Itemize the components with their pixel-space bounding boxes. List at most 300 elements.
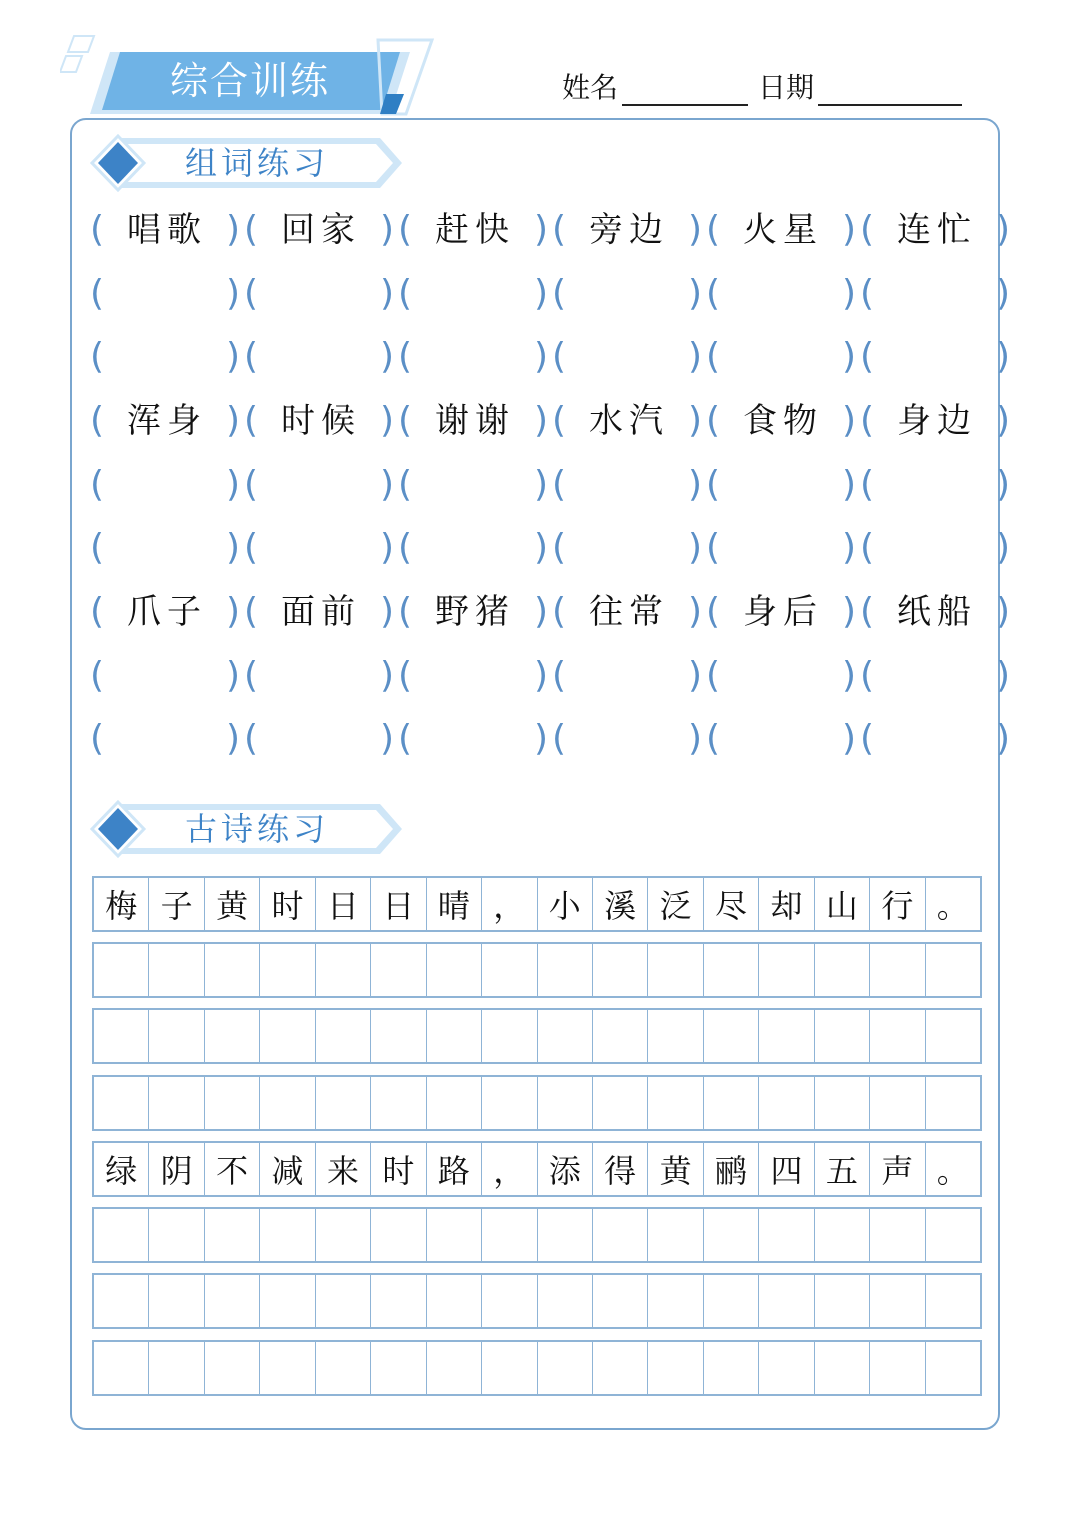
- close-paren: ): [533, 654, 548, 696]
- blank-word-cell[interactable]: [400, 460, 550, 510]
- poem-char-cell: 阴: [149, 1143, 204, 1195]
- blank-word-cell[interactable]: [554, 651, 704, 701]
- writing-cell[interactable]: [316, 1010, 371, 1062]
- blank-word-cell[interactable]: [400, 332, 550, 382]
- writing-cell[interactable]: [371, 944, 426, 996]
- word-cell: [400, 396, 550, 446]
- poem-char-cell: 黄: [205, 878, 260, 930]
- open-paren: (: [398, 591, 413, 632]
- writing-cell[interactable]: [427, 1010, 482, 1062]
- blank-word-cell[interactable]: [246, 332, 396, 382]
- writing-cell[interactable]: [316, 1275, 371, 1327]
- blank-word-cell[interactable]: [862, 460, 1012, 510]
- poem-char-cell: ，: [482, 878, 537, 930]
- word-text: 时候: [281, 401, 361, 441]
- word-text: 野猪: [435, 592, 515, 632]
- writing-cell[interactable]: [427, 1209, 482, 1261]
- blank-word-cell[interactable]: [554, 714, 704, 764]
- writing-cell[interactable]: [815, 944, 870, 996]
- poem-char-cell: 却: [759, 878, 814, 930]
- word-text: 浑身: [127, 401, 207, 441]
- close-paren: ): [379, 272, 394, 314]
- poem-char-cell: 日: [316, 878, 371, 930]
- word-cell: [708, 396, 858, 446]
- word-text: 纸船: [897, 592, 977, 632]
- poem-char-cell: 添: [538, 1143, 593, 1195]
- writing-cell[interactable]: [205, 1209, 260, 1261]
- close-paren: ): [379, 654, 394, 696]
- word-text: 爪子: [127, 592, 207, 632]
- poem-char-cell: 路: [427, 1143, 482, 1195]
- writing-cell[interactable]: [316, 1077, 371, 1129]
- close-paren: ): [379, 527, 394, 568]
- writing-cell[interactable]: [482, 1275, 537, 1327]
- writing-cell[interactable]: [759, 1077, 814, 1129]
- close-paren: ): [225, 591, 240, 632]
- close-paren: ): [379, 463, 394, 505]
- writing-cell[interactable]: [815, 1275, 870, 1327]
- writing-cell[interactable]: [427, 944, 482, 996]
- open-paren: (: [706, 336, 721, 377]
- writing-cell[interactable]: [870, 1209, 925, 1261]
- close-paren: ): [533, 400, 548, 441]
- writing-cell[interactable]: [704, 1275, 759, 1327]
- writing-cell[interactable]: [316, 944, 371, 996]
- close-paren: ): [995, 209, 1010, 250]
- writing-cell[interactable]: [704, 1209, 759, 1261]
- close-paren: ): [995, 272, 1010, 314]
- word-cell: [862, 587, 1012, 637]
- open-paren: (: [398, 209, 413, 250]
- word-cell: [92, 587, 242, 637]
- blank-word-cell[interactable]: [400, 714, 550, 764]
- poem-char-cell: 四: [759, 1143, 814, 1195]
- writing-cell[interactable]: [759, 1010, 814, 1062]
- close-paren: ): [841, 527, 856, 568]
- word-text: 旁边: [589, 210, 669, 250]
- writing-cell[interactable]: [926, 1010, 980, 1062]
- writing-cell[interactable]: [205, 1275, 260, 1327]
- writing-cell[interactable]: [870, 1010, 925, 1062]
- close-paren: ): [687, 654, 702, 696]
- writing-cell[interactable]: [371, 1077, 426, 1129]
- close-paren: ): [995, 400, 1010, 441]
- writing-cell[interactable]: [926, 1209, 980, 1261]
- open-paren: (: [244, 591, 259, 632]
- writing-cell[interactable]: [870, 944, 925, 996]
- writing-cell[interactable]: [593, 944, 648, 996]
- writing-cell[interactable]: [149, 1077, 204, 1129]
- date-label: 日期: [758, 71, 815, 104]
- poem-char-cell: 日: [371, 878, 426, 930]
- writing-cell[interactable]: [704, 1342, 759, 1394]
- blank-word-cell[interactable]: [862, 523, 1012, 573]
- poem-char-cell: 泛: [648, 878, 703, 930]
- writing-cell[interactable]: [926, 1342, 980, 1394]
- close-paren: ): [995, 591, 1010, 632]
- word-cell: [400, 205, 550, 255]
- word-cell: [400, 587, 550, 637]
- open-paren: (: [552, 400, 567, 441]
- writing-cell[interactable]: [593, 1209, 648, 1261]
- writing-cell[interactable]: [94, 1209, 149, 1261]
- close-paren: ): [687, 336, 702, 377]
- close-paren: ): [687, 527, 702, 568]
- name-field[interactable]: [562, 66, 748, 106]
- open-paren: (: [244, 272, 259, 314]
- close-paren: ): [841, 718, 856, 759]
- close-paren: ): [533, 336, 548, 377]
- close-paren: ): [687, 209, 702, 250]
- word-cell: [708, 205, 858, 255]
- word-text: 往常: [589, 592, 669, 632]
- open-paren: (: [860, 400, 875, 441]
- name-input-line[interactable]: [622, 74, 748, 106]
- open-paren: (: [244, 209, 259, 250]
- word-text: 赶快: [435, 210, 515, 250]
- section-title: 古诗练习: [184, 810, 329, 848]
- open-paren: (: [90, 400, 105, 441]
- blank-word-cell[interactable]: [246, 651, 396, 701]
- writing-cell[interactable]: [870, 1077, 925, 1129]
- writing-cell[interactable]: [538, 1010, 593, 1062]
- writing-cell[interactable]: [260, 1209, 315, 1261]
- close-paren: ): [533, 209, 548, 250]
- open-paren: (: [90, 527, 105, 568]
- open-paren: (: [552, 336, 567, 377]
- writing-cell[interactable]: [648, 944, 703, 996]
- poem-char-cell: 黄: [648, 1143, 703, 1195]
- open-paren: (: [90, 718, 105, 759]
- open-paren: (: [244, 400, 259, 441]
- word-text: 水汽: [589, 401, 669, 441]
- date-field[interactable]: [758, 66, 962, 106]
- poem-char-cell: 鹂: [704, 1143, 759, 1195]
- writing-cell[interactable]: [648, 1209, 703, 1261]
- close-paren: ): [533, 527, 548, 568]
- open-paren: (: [860, 209, 875, 250]
- close-paren: ): [225, 654, 240, 696]
- open-paren: (: [398, 336, 413, 377]
- word-text: 回家: [281, 210, 361, 250]
- writing-cell[interactable]: [926, 1275, 980, 1327]
- blank-word-cell[interactable]: [92, 269, 242, 319]
- writing-cell[interactable]: [815, 1209, 870, 1261]
- writing-cell[interactable]: [538, 1275, 593, 1327]
- open-paren: (: [552, 654, 567, 696]
- close-paren: ): [687, 272, 702, 314]
- open-paren: (: [244, 718, 259, 759]
- writing-cell[interactable]: [94, 1275, 149, 1327]
- writing-cell[interactable]: [926, 944, 980, 996]
- close-paren: ): [841, 209, 856, 250]
- poem-char-cell: 五: [815, 1143, 870, 1195]
- close-paren: ): [225, 336, 240, 377]
- poem-char-cell: 山: [815, 878, 870, 930]
- writing-cell[interactable]: [593, 1342, 648, 1394]
- close-paren: ): [687, 718, 702, 759]
- poem-char-cell: 尽: [704, 878, 759, 930]
- close-paren: ): [841, 400, 856, 441]
- writing-cell[interactable]: [149, 1209, 204, 1261]
- writing-cell[interactable]: [205, 1077, 260, 1129]
- writing-cell[interactable]: [648, 1010, 703, 1062]
- open-paren: (: [706, 400, 721, 441]
- poem-char-cell: 来: [316, 1143, 371, 1195]
- blank-grid-row: [92, 1008, 982, 1064]
- open-paren: (: [706, 718, 721, 759]
- word-text: 唱歌: [127, 210, 207, 250]
- writing-cell[interactable]: [648, 1275, 703, 1327]
- writing-cell[interactable]: [759, 1342, 814, 1394]
- writing-cell[interactable]: [538, 1209, 593, 1261]
- writing-cell[interactable]: [149, 1342, 204, 1394]
- blank-word-cell[interactable]: [246, 523, 396, 573]
- writing-cell[interactable]: [815, 1077, 870, 1129]
- writing-cell[interactable]: [94, 1342, 149, 1394]
- word-text: 面前: [281, 592, 361, 632]
- writing-cell[interactable]: [482, 944, 537, 996]
- close-paren: ): [687, 591, 702, 632]
- writing-cell[interactable]: [593, 1275, 648, 1327]
- writing-cell[interactable]: [316, 1342, 371, 1394]
- blank-grid-row: [92, 1207, 982, 1263]
- word-practice-header: [90, 134, 404, 192]
- blank-grid-row: [92, 1340, 982, 1396]
- writing-cell[interactable]: [260, 1077, 315, 1129]
- writing-cell[interactable]: [149, 1010, 204, 1062]
- blank-word-cell[interactable]: [862, 714, 1012, 764]
- blank-word-cell[interactable]: [92, 460, 242, 510]
- writing-cell[interactable]: [427, 1275, 482, 1327]
- writing-cell[interactable]: [870, 1342, 925, 1394]
- close-paren: ): [995, 336, 1010, 377]
- word-cell: [92, 396, 242, 446]
- section-title: 组词练习: [184, 144, 329, 182]
- poem-char-cell: 时: [371, 1143, 426, 1195]
- close-paren: ): [225, 272, 240, 314]
- writing-cell[interactable]: [815, 1010, 870, 1062]
- open-paren: (: [552, 209, 567, 250]
- writing-cell[interactable]: [371, 1342, 426, 1394]
- close-paren: ): [379, 400, 394, 441]
- word-text: 身后: [743, 592, 823, 632]
- blank-grid-row: [92, 1273, 982, 1329]
- blank-word-cell[interactable]: [862, 332, 1012, 382]
- close-paren: ): [841, 463, 856, 505]
- open-paren: (: [90, 654, 105, 696]
- blank-word-cell[interactable]: [862, 651, 1012, 701]
- writing-cell[interactable]: [759, 944, 814, 996]
- close-paren: ): [533, 591, 548, 632]
- open-paren: (: [860, 527, 875, 568]
- close-paren: ): [841, 336, 856, 377]
- page-title: 综合训练: [169, 59, 330, 103]
- open-paren: (: [706, 591, 721, 632]
- writing-cell[interactable]: [94, 1010, 149, 1062]
- writing-cell[interactable]: [538, 944, 593, 996]
- open-paren: (: [860, 272, 875, 314]
- close-paren: ): [225, 527, 240, 568]
- writing-cell[interactable]: [926, 1077, 980, 1129]
- open-paren: (: [244, 654, 259, 696]
- poem-char-cell: 晴: [427, 878, 482, 930]
- word-cell: [92, 205, 242, 255]
- writing-cell[interactable]: [260, 944, 315, 996]
- open-paren: (: [244, 336, 259, 377]
- blank-word-cell[interactable]: [92, 714, 242, 764]
- writing-cell[interactable]: [94, 944, 149, 996]
- word-cell: [862, 396, 1012, 446]
- blank-word-cell[interactable]: [246, 460, 396, 510]
- open-paren: (: [552, 591, 567, 632]
- poem-char-cell: 子: [149, 878, 204, 930]
- open-paren: (: [244, 527, 259, 568]
- writing-cell[interactable]: [648, 1077, 703, 1129]
- poem-line-row: [92, 876, 982, 932]
- open-paren: (: [860, 718, 875, 759]
- blank-word-cell[interactable]: [92, 523, 242, 573]
- word-text: 身边: [897, 401, 977, 441]
- open-paren: (: [398, 527, 413, 568]
- poem-practice-header: [90, 800, 404, 858]
- poem-char-cell: 不: [205, 1143, 260, 1195]
- writing-cell[interactable]: [759, 1209, 814, 1261]
- open-paren: (: [706, 209, 721, 250]
- writing-cell[interactable]: [205, 1010, 260, 1062]
- writing-cell[interactable]: [371, 1275, 426, 1327]
- writing-cell[interactable]: [260, 1010, 315, 1062]
- word-text: 火星: [743, 210, 823, 250]
- word-cell: [246, 396, 396, 446]
- open-paren: (: [398, 400, 413, 441]
- blank-word-cell[interactable]: [708, 714, 858, 764]
- open-paren: (: [90, 591, 105, 632]
- writing-cell[interactable]: [149, 944, 204, 996]
- blank-word-cell[interactable]: [400, 651, 550, 701]
- poem-char-cell: 小: [538, 878, 593, 930]
- blank-word-cell[interactable]: [862, 269, 1012, 319]
- close-paren: ): [225, 400, 240, 441]
- writing-cell[interactable]: [149, 1275, 204, 1327]
- open-paren: (: [552, 718, 567, 759]
- writing-cell[interactable]: [482, 1077, 537, 1129]
- writing-cell[interactable]: [815, 1342, 870, 1394]
- open-paren: (: [398, 463, 413, 505]
- poem-char-cell: 梅: [94, 878, 149, 930]
- open-paren: (: [706, 272, 721, 314]
- blank-word-cell[interactable]: [246, 714, 396, 764]
- word-cell: [246, 587, 396, 637]
- writing-cell[interactable]: [704, 1077, 759, 1129]
- word-cell: [554, 396, 704, 446]
- word-cell: [554, 587, 704, 637]
- writing-cell[interactable]: [371, 1010, 426, 1062]
- close-paren: ): [995, 463, 1010, 505]
- writing-cell[interactable]: [648, 1342, 703, 1394]
- name-label: 姓名: [562, 71, 619, 104]
- writing-cell[interactable]: [704, 944, 759, 996]
- close-paren: ): [379, 209, 394, 250]
- writing-cell[interactable]: [427, 1342, 482, 1394]
- blank-word-cell[interactable]: [554, 332, 704, 382]
- writing-cell[interactable]: [205, 1342, 260, 1394]
- writing-cell[interactable]: [593, 1010, 648, 1062]
- blank-word-cell[interactable]: [400, 269, 550, 319]
- blank-word-cell[interactable]: [708, 269, 858, 319]
- poem-char-cell: 。: [936, 887, 969, 925]
- close-paren: ): [225, 463, 240, 505]
- date-input-line[interactable]: [818, 74, 962, 106]
- poem-char-cell: 行: [870, 878, 925, 930]
- writing-cell[interactable]: [316, 1209, 371, 1261]
- open-paren: (: [706, 463, 721, 505]
- word-text: 连忙: [897, 210, 977, 250]
- word-cell: [246, 205, 396, 255]
- close-paren: ): [995, 718, 1010, 759]
- blank-word-cell[interactable]: [554, 523, 704, 573]
- blank-word-cell[interactable]: [554, 269, 704, 319]
- open-paren: (: [90, 463, 105, 505]
- word-text: 谢谢: [435, 401, 515, 441]
- open-paren: (: [860, 591, 875, 632]
- blank-word-cell[interactable]: [400, 523, 550, 573]
- blank-word-cell[interactable]: [554, 460, 704, 510]
- blank-word-cell[interactable]: [708, 523, 858, 573]
- writing-cell[interactable]: [870, 1275, 925, 1327]
- writing-cell[interactable]: [538, 1342, 593, 1394]
- close-paren: ): [533, 272, 548, 314]
- open-paren: (: [552, 527, 567, 568]
- writing-cell[interactable]: [94, 1077, 149, 1129]
- writing-cell[interactable]: [482, 1209, 537, 1261]
- writing-cell[interactable]: [427, 1077, 482, 1129]
- writing-cell[interactable]: [482, 1342, 537, 1394]
- close-paren: ): [379, 718, 394, 759]
- poem-line-row: [92, 1141, 982, 1197]
- writing-cell[interactable]: [371, 1209, 426, 1261]
- writing-cell[interactable]: [593, 1077, 648, 1129]
- blank-grid-row: [92, 942, 982, 998]
- blank-word-cell[interactable]: [708, 332, 858, 382]
- writing-cell[interactable]: [260, 1275, 315, 1327]
- poem-char-cell: 声: [870, 1143, 925, 1195]
- writing-cell[interactable]: [704, 1010, 759, 1062]
- writing-cell[interactable]: [538, 1077, 593, 1129]
- close-paren: ): [225, 718, 240, 759]
- writing-cell[interactable]: [482, 1010, 537, 1062]
- blank-word-cell[interactable]: [92, 332, 242, 382]
- open-paren: (: [860, 654, 875, 696]
- open-paren: (: [552, 463, 567, 505]
- blank-word-cell[interactable]: [246, 269, 396, 319]
- blank-grid-row: [92, 1075, 982, 1131]
- blank-word-cell[interactable]: [92, 651, 242, 701]
- poem-char-cell: 得: [593, 1143, 648, 1195]
- blank-word-cell[interactable]: [708, 460, 858, 510]
- open-paren: (: [552, 272, 567, 314]
- blank-word-cell[interactable]: [708, 651, 858, 701]
- open-paren: (: [706, 527, 721, 568]
- word-cell: [554, 205, 704, 255]
- poem-char-cell: ，: [482, 1143, 537, 1195]
- writing-cell[interactable]: [205, 944, 260, 996]
- poem-char-cell: 时: [260, 878, 315, 930]
- word-text: 食物: [743, 401, 823, 441]
- writing-cell[interactable]: [759, 1275, 814, 1327]
- writing-cell[interactable]: [260, 1342, 315, 1394]
- close-paren: ): [841, 654, 856, 696]
